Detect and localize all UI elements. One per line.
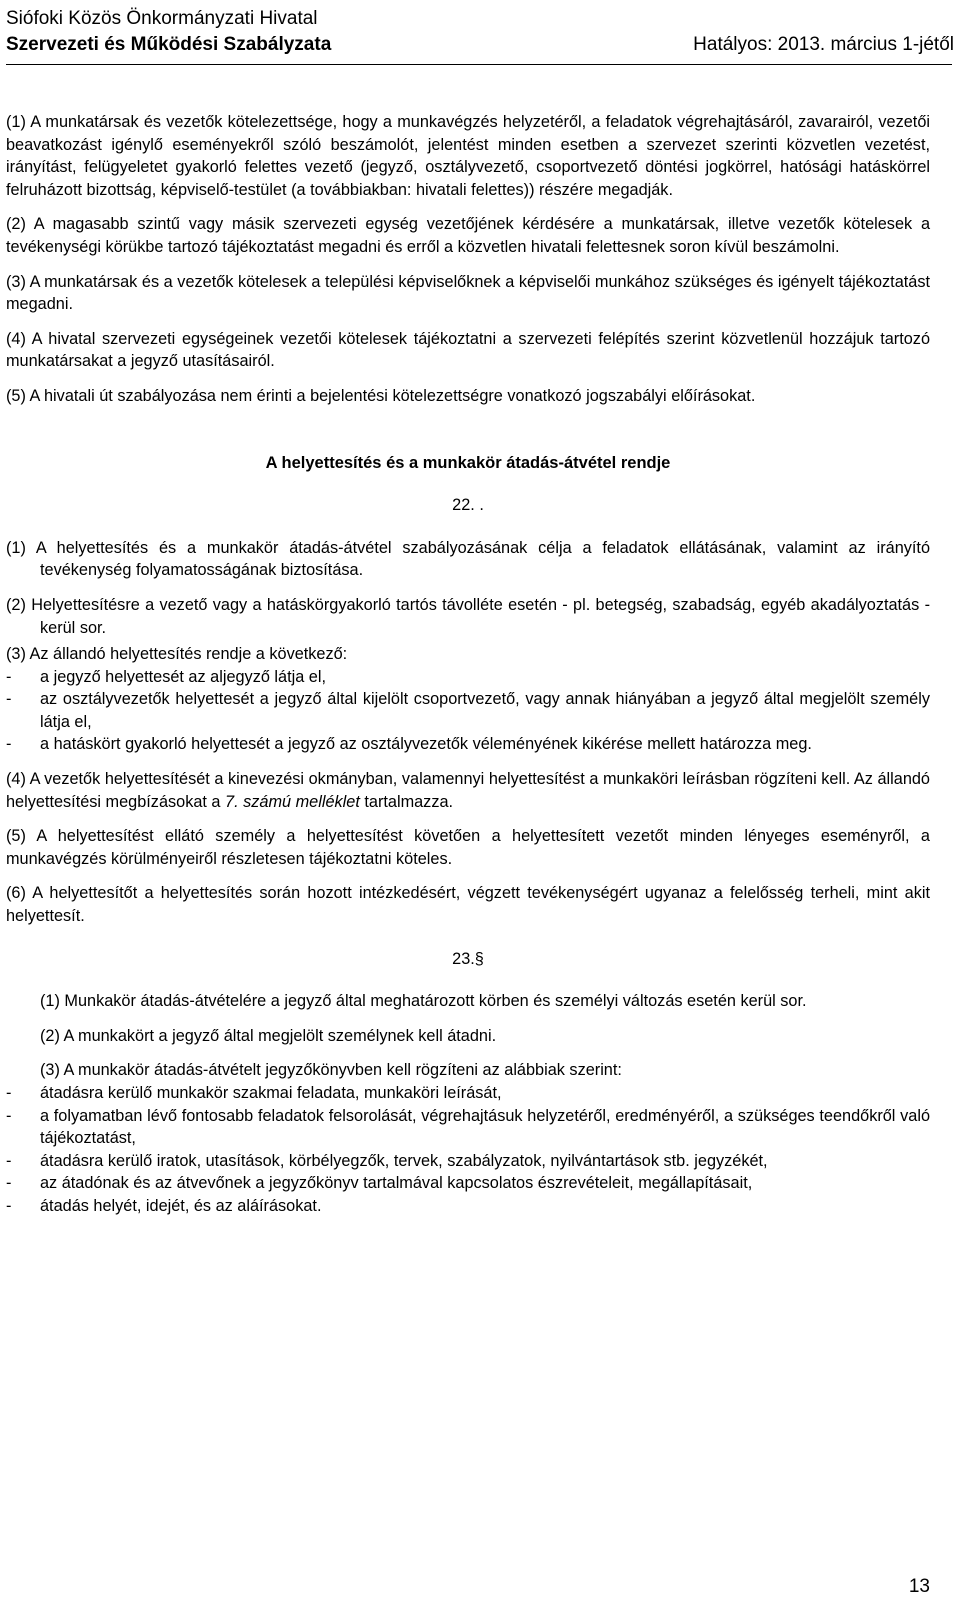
list-item: - a jegyző helyettesét az aljegyző látja el, [6,667,326,686]
header-document-title: Szervezeti és Működési Szabályzata [6,34,332,55]
section-22-number: 22. . [452,496,484,515]
list-item: - átadásra kerülő munkakör szakmai feladata, munkaköri leírását, [6,1084,502,1102]
list-item: - a folyamatban lévő fontosabb feladatok felsorolását, végrehajtásuk helyzetéről, eredményéről, a szükséges teendőkről való tájékoztatást, [6,1106,930,1148]
s23-block [6,990,930,1082]
s22-paragraph-1: (1) A helyettesítés és a munkakör átadás-átvétel szabályozásának célja a feladatok ellátásának, valamint az irányító tevékenység folyamatosságának biztosítása. [6,538,930,580]
s23-paragraph-2: (2) A munkakört a jegyző által megjelölt személynek kell átadni. [40,1026,497,1045]
s23-paragraph-3: (3) A munkakör átadás-átvételt jegyzőkönyvben kell rögzíteni az alábbiak szerint: [40,1061,622,1080]
page-header [6,6,954,58]
s22-paragraph-5: (5) A helyettesítést ellátó személy a helyettesítést követően a helyettesített vezetőt minden lényeges eseményről, a munkavégzés körülményeiről részletesen tájékoztatni köteles. [6,827,930,868]
section-title: A helyettesítés és a munkakör átadás-átvétel rendje [265,453,671,472]
list-item: - az átadónak és az átvevőnek a jegyzőkönyv tartalmával kapcsolatos észrevételeit, megállapításait, [6,1174,753,1193]
list-item: - a hatáskört gyakorló helyettesét a jegyző az osztályvezetők véleményének kikérése mellett határozza meg. [6,735,812,754]
s22-paragraph-2: (2) Helyettesítésre a vezető vagy a hatáskörgyakorló tartós távolléte esetén - pl. betegség, szabadság, egyéb akadályoztatás - kerül sor. [6,595,930,637]
list-item: - átadásra kerülő iratok, utasítások, körbélyegzők, tervek, szabályzatok, nyilvántartások stb. jegyzékét, [6,1151,768,1170]
paragraph-a4: (4) A hivatal szervezeti egységeinek vezetői kötelesek tájékoztatni a szervezeti felépítés szerint közvetlenül hozzájuk tartozó munkatársakat a jegyző utasításairól. [6,329,930,371]
s22-list [6,666,930,756]
s23-paragraph-1: (1) Munkakör átadás-átvételére a jegyző által meghatározott körben és személyi változás esetén kerül sor. [40,992,807,1011]
header-organization: Siófoki Közös Önkormányzati Hivatal [6,8,318,29]
section-23-number: 23.§ [452,949,484,968]
list-item: - az osztályvezetők helyettesét a jegyző által kijelölt csoportvezető, vagy annak hiányában a jegyző által megjelölt személy látja el, [6,690,930,731]
page-number: 13 [908,1576,930,1597]
s22-paragraph-6: (6) A helyettesítőt a helyettesítés során hozott intézkedésért, végzett tevékenységért ugyanaz a felelősség terheli, mint akit helyettesít. [6,884,930,926]
s22-paragraph-3: (3) Az állandó helyettesítés rendje a következő: [6,645,348,664]
annex-reference: 7. számú melléklet [225,792,360,811]
s23-list [6,1082,930,1218]
document-body [6,111,930,1230]
paragraph-a5: (5) A hivatali út szabályozása nem érinti a bejelentési kötelezettségre vonatkozó jogszabályi előírásokat. [6,386,756,405]
paragraph-a3: (3) A munkatársak és a vezetők kötelesek a települési képviselőknek a képviselői munkához szükséges és igényelt tájékoztatást megadni. [6,272,930,314]
s22-paragraph-4: (4) A vezetők helyettesítését a kinevezési okmányban, valamennyi helyettesítést a munkaköri leírásban rögzíteni kell. Az állandó helyettesítési megbízásokat a 7. számú melléklet tartalmazza. [6,770,930,811]
list-item: - átadás helyét, idejét, és az aláírásokat. [6,1196,322,1215]
header-effective-date: Hatályos: 2013. március 1-jétől [693,34,954,55]
header-divider [6,64,952,65]
paragraph-a2: (2) A magasabb szintű vagy másik szervezeti egység vezetőjének kérdésére a munkatársak, illetve vezetők kötelesek a tevékenységi körükbe tartozó tájékoztatást megadni és erről a közvetlen hivatali felettesnek soron kívül beszámolni. [6,215,930,256]
paragraph-a1: (1) A munkatársak és vezetők kötelezettsége, hogy a munkavégzés helyzetéről, a feladatok végrehajtásáról, zavarairól, vezetői beavatkozást igénylő eseményekről szóló beszámolót, jelentést minden esetben a szervezet szerinti közvetlen vezetést, irányítást, felügyeletet gyakorló felettes vezető (jegyző, osztályvezető, csoportvezető döntési jogkörrel, hatósági hatáskörrel felruházott bizottság, képviselő-testület (a továbbiakban: hivatali felettes)) részére megadják. [6,113,930,199]
